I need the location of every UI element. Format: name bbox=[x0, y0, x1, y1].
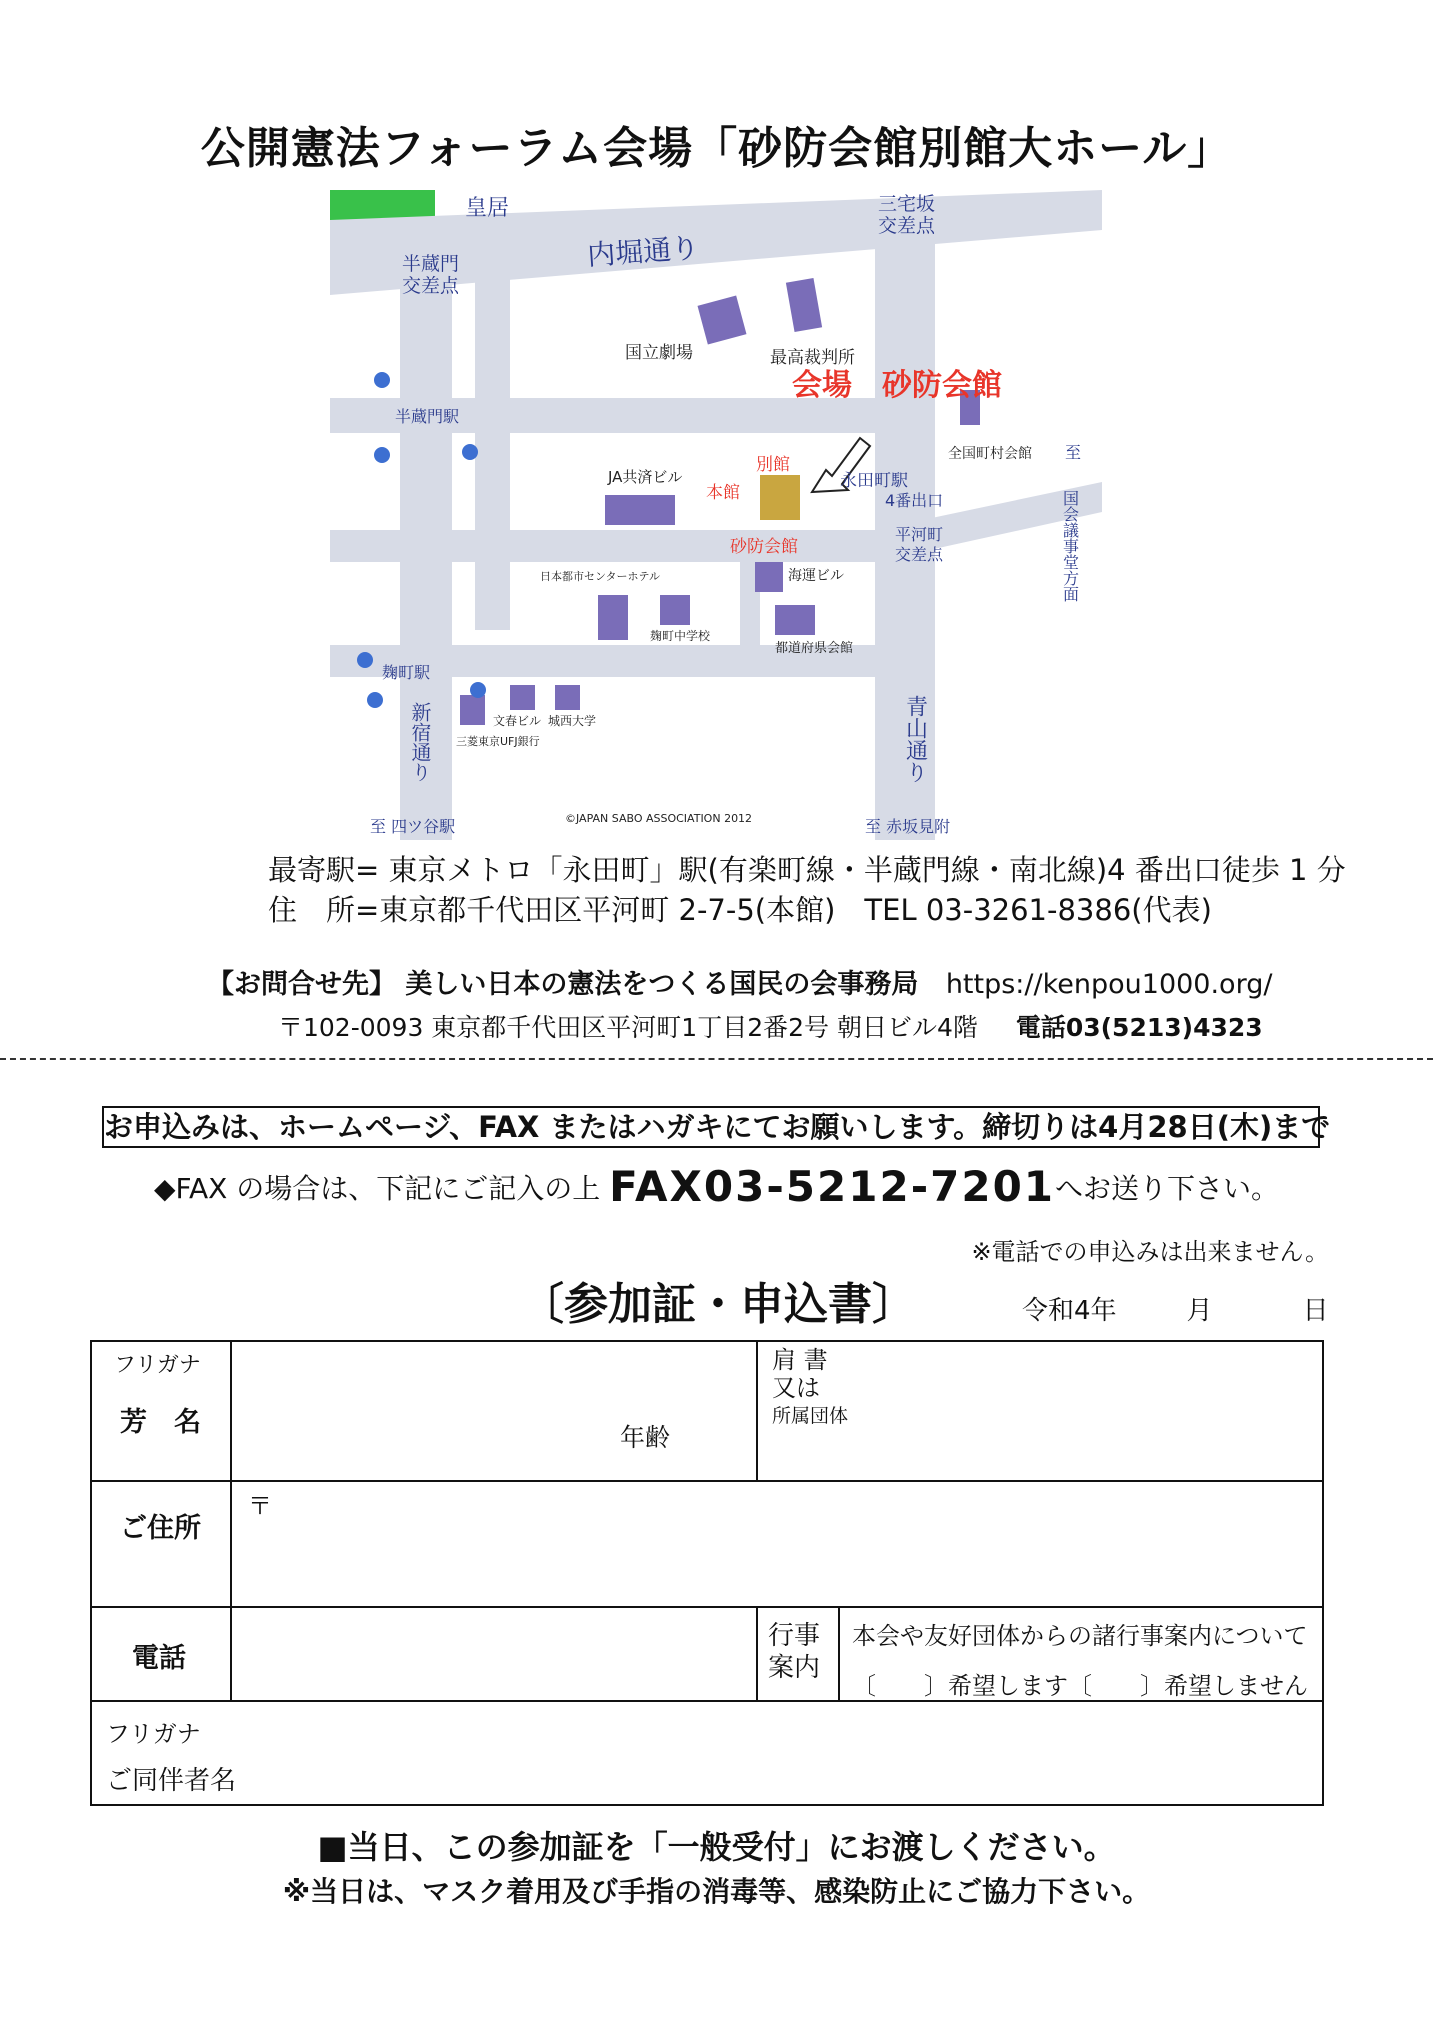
road-left-inner bbox=[475, 250, 510, 630]
label-kojimachi-jhs: 麹町中学校 bbox=[650, 629, 711, 643]
page-title: 公開憲法フォーラム会場「砂防会館別館大ホール」 bbox=[200, 123, 1233, 174]
form-title: 〔参加証・申込書〕 bbox=[520, 1279, 916, 1330]
event-question: 本会や友好団体からの諸行事案内について bbox=[852, 1622, 1308, 1650]
label-copyright: ©JAPAN SABO ASSOCIATION 2012 bbox=[565, 812, 753, 825]
station-dot bbox=[470, 682, 486, 698]
venue-map bbox=[330, 190, 1102, 840]
fax-prefix: ◆FAX の場合は、下記にご記入の上 bbox=[153, 1172, 601, 1205]
contact-url[interactable]: https://kenpou1000.org/ bbox=[945, 969, 1273, 1000]
label-nagatacho: 永田町駅 bbox=[840, 471, 908, 491]
station-dot bbox=[367, 692, 383, 708]
contact-address-line bbox=[278, 1008, 1263, 1044]
age-label: 年齢 bbox=[620, 1423, 671, 1452]
label-hotel: 日本都市センターホテル bbox=[540, 570, 661, 583]
postal-mark: 〒 bbox=[248, 1492, 272, 1520]
building-mufg bbox=[460, 695, 485, 725]
phone-note: ※電話での申込みは出来ません。 bbox=[971, 1238, 1329, 1266]
label-josai: 城西大学 bbox=[548, 714, 597, 728]
station-dot bbox=[357, 652, 373, 668]
label-miyakezaka-1: 三宅坂 bbox=[878, 193, 936, 215]
address-label-cell bbox=[91, 1481, 231, 1607]
map-canvas bbox=[330, 190, 1102, 840]
companion-input[interactable] bbox=[91, 1701, 1323, 1805]
building-hotel bbox=[598, 595, 628, 640]
fax-number: FAX03-5212-7201 bbox=[609, 1162, 1056, 1211]
label-uchibori: 内堀通り bbox=[586, 231, 701, 272]
affiliation-label-3: 所属団体 bbox=[772, 1405, 849, 1427]
label-zenkoku: 全国町村会館 bbox=[948, 446, 1032, 462]
label-bekkan: 別館 bbox=[756, 455, 790, 475]
label-hanzomon-crossing-2: 交差点 bbox=[402, 275, 460, 297]
label-saikosai: 最高裁判所 bbox=[770, 348, 855, 368]
label-shinjuku-dori: 新宿通り bbox=[408, 702, 432, 782]
label-to-kokkai: 至 bbox=[1065, 443, 1082, 462]
event-label-2: 案内 bbox=[768, 1653, 821, 1683]
label-kojimachi-station: 麹町駅 bbox=[382, 663, 431, 682]
label-hanzomon-crossing-1: 半蔵門 bbox=[402, 253, 460, 275]
cut-line bbox=[0, 1058, 1433, 1060]
fax-instructions bbox=[0, 1162, 1433, 1211]
station-dot bbox=[374, 447, 390, 463]
affiliation-label bbox=[772, 1346, 848, 1430]
label-to-akasaka: 至 赤坂見附 bbox=[865, 817, 951, 836]
event-options[interactable]: 〔 〕希望します〔 〕希望しません bbox=[852, 1672, 1308, 1700]
building-todofuken bbox=[775, 605, 815, 635]
furigana-label: フリガナ bbox=[114, 1353, 201, 1378]
building-saikosai bbox=[786, 278, 822, 332]
label-kokyo: 皇居 bbox=[465, 196, 510, 221]
label-mufg: 三菱東京UFJ銀行 bbox=[456, 735, 540, 748]
label-venue: 会場 砂防会館 bbox=[792, 368, 1002, 403]
phone-label-cell bbox=[91, 1607, 231, 1701]
companion-furigana-label: フリガナ bbox=[106, 1720, 201, 1748]
contact-label: 【お問合せ先】 美しい日本の憲法をつくる国民の会事務局 bbox=[207, 969, 919, 1000]
form-date bbox=[1022, 1290, 1329, 1327]
affiliation-input[interactable] bbox=[757, 1341, 1323, 1481]
date-month: 月 bbox=[1186, 1296, 1213, 1326]
phone-label: 電話 bbox=[132, 1643, 186, 1674]
building-bunshun bbox=[510, 685, 535, 710]
building-kaiun bbox=[755, 562, 783, 592]
event-label-cell bbox=[757, 1607, 839, 1701]
building-ja bbox=[605, 495, 675, 525]
contact-phone: 電話03(5213)4323 bbox=[1015, 1013, 1263, 1042]
label-to-yotsuya: 至 四ツ谷駅 bbox=[370, 817, 456, 836]
affiliation-label-1: 肩 書 bbox=[772, 1346, 828, 1374]
label-hanzomon-station: 半蔵門駅 bbox=[395, 407, 460, 426]
address-input[interactable] bbox=[231, 1481, 1323, 1607]
label-ja: JA共済ビル bbox=[608, 468, 683, 486]
station-dot bbox=[462, 444, 478, 460]
event-label bbox=[768, 1620, 820, 1684]
name-label-cell bbox=[91, 1341, 231, 1481]
label-hirakawacho-1: 平河町 bbox=[895, 525, 944, 544]
event-label-1: 行事 bbox=[768, 1621, 821, 1651]
label-bunshun: 文春ビル bbox=[493, 714, 542, 728]
building-kojimachi-jhs bbox=[660, 595, 690, 625]
building-sabo bbox=[760, 475, 800, 520]
name-label: 芳 名 bbox=[120, 1407, 201, 1438]
application-form bbox=[90, 1340, 1324, 1806]
label-exit4: 4番出口 bbox=[885, 491, 944, 510]
name-input[interactable] bbox=[231, 1341, 757, 1481]
label-sabo-kaikan: 砂防会館 bbox=[730, 537, 798, 557]
label-kokkai: 国会議事堂方面 bbox=[1060, 490, 1080, 602]
contact-heading bbox=[207, 962, 1272, 1001]
phone-input[interactable] bbox=[231, 1607, 757, 1701]
application-notice: お申込みは、ホームページ、FAX またはハガキにてお願いします。締切りは4月28日(木)まで bbox=[102, 1106, 1320, 1148]
label-honkan: 本館 bbox=[706, 483, 740, 503]
venue-address: 住 所=東京都千代田区平河町 2-7-5(本館) TEL 03-3261-8386(代表) bbox=[268, 893, 1212, 927]
event-choice-cell bbox=[839, 1607, 1323, 1701]
label-hirakawacho-2: 交差点 bbox=[895, 545, 944, 564]
label-aoyama-dori: 青山通り bbox=[902, 695, 928, 783]
station-dot bbox=[374, 372, 390, 388]
affiliation-label-2: 又は bbox=[772, 1374, 820, 1402]
nearest-station: 最寄駅= 東京メトロ「永田町」駅(有楽町線・半蔵門線・南北線)4 番出口徒歩 1 分 bbox=[268, 853, 1346, 887]
label-miyakezaka-2: 交差点 bbox=[878, 215, 936, 237]
label-kokuritsu: 国立劇場 bbox=[625, 343, 693, 363]
fax-suffix: へお送り下さい。 bbox=[1055, 1172, 1280, 1205]
companion-name-label: ご同伴者名 bbox=[106, 1766, 237, 1796]
footer-instruction: ■当日、この参加証を「一般受付」にお渡しください。 bbox=[317, 1828, 1116, 1866]
footer-note: ※当日は、マスク着用及び手指の消毒等、感染防止にご協力下さい。 bbox=[282, 1875, 1151, 1908]
label-todofuken: 都道府県会館 bbox=[775, 641, 854, 656]
building-josai bbox=[555, 685, 580, 710]
date-day: 日 bbox=[1302, 1296, 1329, 1326]
date-era: 令和4年 bbox=[1022, 1296, 1117, 1326]
address-label: ご住所 bbox=[120, 1513, 201, 1544]
label-kaiun: 海運ビル bbox=[788, 568, 844, 584]
contact-postal-address: 〒102-0093 東京都千代田区平河町1丁目2番2号 朝日ビル4階 bbox=[278, 1013, 978, 1042]
building-kokuritsu bbox=[698, 296, 747, 345]
